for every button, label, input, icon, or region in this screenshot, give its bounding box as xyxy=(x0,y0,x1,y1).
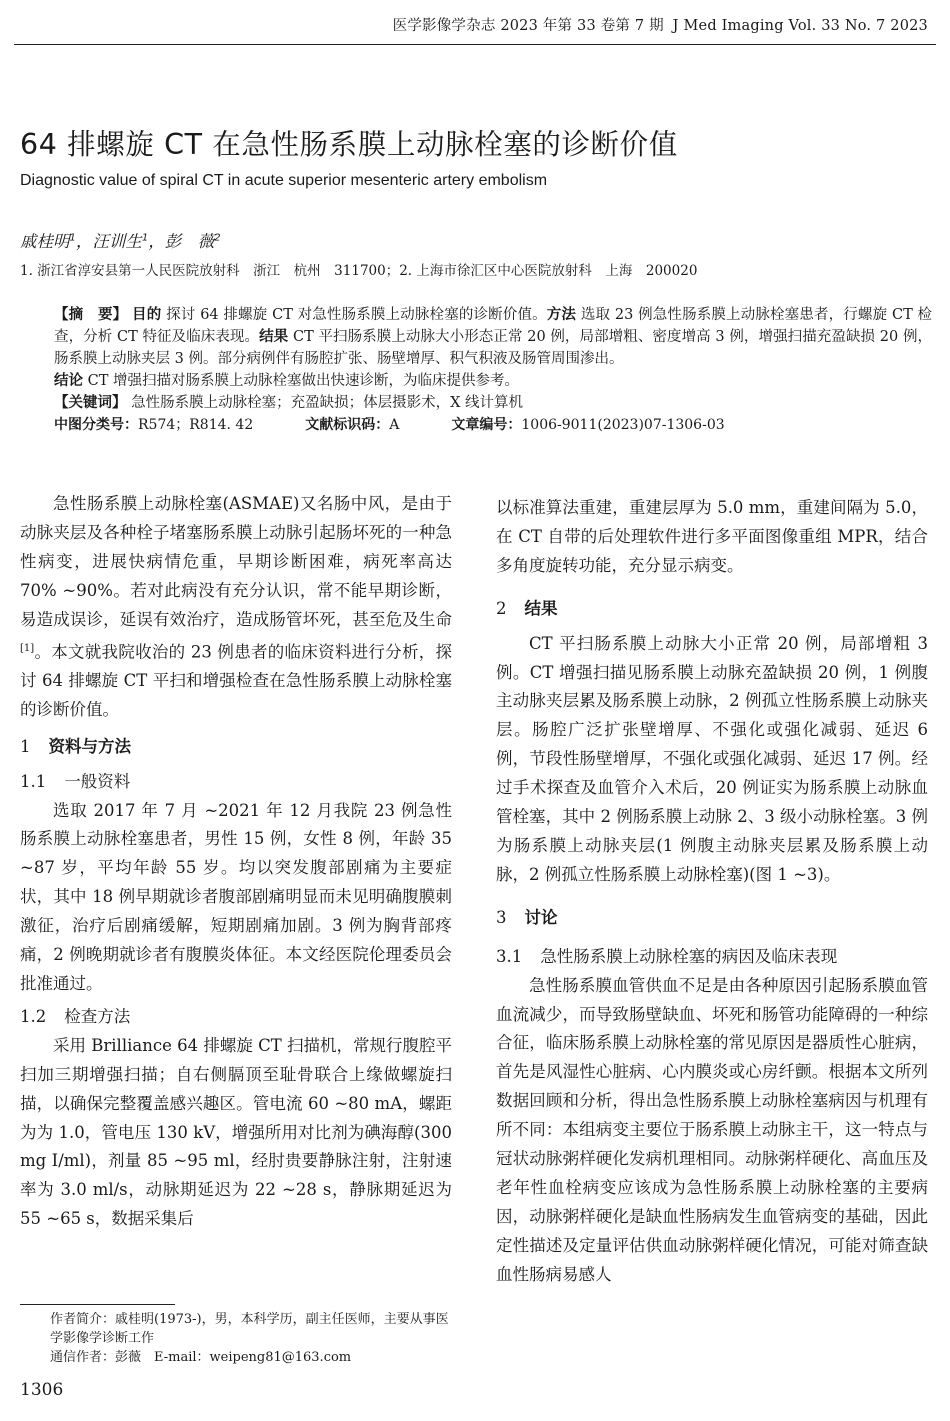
section-3-1-num: 3.1 xyxy=(496,946,523,966)
article-title-en: Diagnostic value of spiral CT in acute superior mesenteric artery embolism xyxy=(20,172,548,189)
section-1-2-num: 1.2 xyxy=(20,1006,47,1026)
footnote-divider xyxy=(20,1304,175,1305)
conclusion-label: 结论 xyxy=(54,373,83,389)
header-divider xyxy=(14,44,936,45)
journal-cn: 医学影像学杂志 2023 年第 33 卷第 7 期 xyxy=(392,18,664,34)
methods-label: 方法 xyxy=(546,307,577,323)
section-1-1-title: 一般资料 xyxy=(64,771,131,791)
running-header xyxy=(389,14,928,35)
section-1-2-heading xyxy=(20,1003,452,1032)
clc-value: R574；R814. 42 xyxy=(138,417,254,433)
conclusion-text: CT 增强扫描对肠系膜上动脉栓塞做出快速诊断，为临床提供参考。 xyxy=(87,373,519,389)
clc-label: 中图分类号： xyxy=(54,417,138,433)
author-1-affil: 1 xyxy=(69,232,76,244)
objective-label: 目的 xyxy=(132,307,162,323)
classification-line xyxy=(22,414,932,436)
section-1-2-title: 检查方法 xyxy=(64,1006,131,1026)
section-3-1-title: 急性肠系膜上动脉栓塞的病因及临床表现 xyxy=(540,946,838,966)
affiliations: 1. 浙江省淳安县第一人民医院放射科 浙江 杭州 311700；2. 上海市徐汇区中心医院放射科 上海 200020 xyxy=(20,263,698,279)
section-2-num: 2 xyxy=(496,598,507,618)
section-1-num: 1 xyxy=(20,736,31,756)
footnote xyxy=(20,1310,460,1367)
section-3-title: 讨论 xyxy=(524,907,558,927)
intro-ref: [1] xyxy=(20,642,35,654)
right-column xyxy=(496,494,928,1290)
conclusion-line xyxy=(22,370,932,392)
methods-continued-text: 以标准算法重建，重建层厚为 5.0 mm，重建间隔为 5.0，在 CT 自带的后处理软件进行多平面图像重组 MPR，结合多角度旋转功能，充分显示病变。 xyxy=(496,498,928,575)
abstract-body xyxy=(22,304,932,370)
author-2: 汪训生 xyxy=(92,232,142,251)
objective-text: 探讨 64 排螺旋 CT 对急性肠系膜上动脉栓塞的诊断价值。 xyxy=(166,307,547,323)
section-2-heading xyxy=(496,595,928,624)
section-3-num: 3 xyxy=(496,907,507,927)
author-list: 戚桂明$^1$，汪训生$^1$，彭 薇$^2$ xyxy=(20,232,221,251)
article-number-value: 1006-9011(2023)07-1306-03 xyxy=(521,417,725,433)
keywords-text: 急性肠系膜上动脉栓塞；充盈缺损；体层摄影术，X 线计算机 xyxy=(131,395,524,411)
section-1-title: 资料与方法 xyxy=(48,736,131,756)
abstract-label: 【摘 要】 xyxy=(54,307,128,323)
keywords-label: 【关键词】 xyxy=(54,395,127,411)
section-2-title: 结果 xyxy=(524,598,558,618)
author-bio: 作者简介：戚桂明(1973-)，男，本科学历，副主任医师，主要从事医学影像学诊断工作 xyxy=(50,1312,449,1346)
article-title-cn: 64 排螺旋 CT 在急性肠系膜上动脉栓塞的诊断价值 xyxy=(20,128,678,161)
methods-text: 选取 23 例急性肠系膜上动脉栓塞患者，行螺旋 CT 检查，分析 CT 特征及临床表现。 xyxy=(54,307,933,345)
doc-code-label: 文献标识码： xyxy=(305,417,390,433)
journal-en: J Med Imaging Vol. 33 No. 7 2023 xyxy=(672,18,928,34)
section-1-2-text: 采用 Brilliance 64 排螺旋 CT 扫描机，常规行腹腔平扫加三期增强扫描；自右侧膈顶至耻骨联合上缘做螺旋扫描，以确保完整覆盖感兴趣区。管电流 60 ~80 mA，螺距为为 1.0，管电压 130 kV，增强所用对比剂为碘海醇(300 mg I/ml)，剂量 85 ~95 ml，经肘贵要静脉注射，注射速率为 3.0 ml/s，动脉期延迟为 22 ~28 s，静脉期延迟为 55 ~65 s，数据采集后 xyxy=(20,1035,452,1229)
results-label: 结果 xyxy=(259,329,289,345)
corresponding-author: 通信作者：彭薇 E-mail：weipeng81@163.com xyxy=(50,1350,352,1365)
section-1-1-num: 1.1 xyxy=(20,771,47,791)
left-column xyxy=(20,490,452,1234)
author-1: 戚桂明 xyxy=(20,232,70,251)
page-number: 1306 xyxy=(20,1380,64,1400)
intro-text-2: 。本文就我院收治的 23 例患者的临床资料进行分析，探讨 64 排螺旋 CT 平扫和增强检查在急性肠系膜上动脉栓塞的诊断价值。 xyxy=(20,642,452,719)
intro-text: 急性肠系膜上动脉栓塞(ASMAE)又名肠中风，是由于动脉夹层及各种栓子堵塞肠系膜上动脉引起肠坏死的一种急性病变，进展快病情危重，早期诊断困难，病死率高达 70% ~90%。若对此病没有充分认识，常不能早期诊断，易造成误诊，延误有效治疗，造成肠管坏死，甚至危及生命 xyxy=(20,494,452,629)
section-3-1-text: 急性肠系膜血管供血不足是由各种原因引起肠系膜血管血流减少，而导致肠壁缺血、坏死和肠管功能障碍的一种综合征，临床肠系膜上动脉栓塞的常见原因是器质性心脏病，首先是风湿性心脏病、心内膜炎或心房纤颤。根据本文所列数据回顾和分析，得出急性肠系膜上动脉栓塞病因与机理有所不同：本组病变主要位于肠系膜上动脉主干，这一特点与冠状动脉粥样硬化发病机理相同。动脉粥样硬化、高血压及老年性血栓病变应该成为急性肠系膜上动脉栓塞的主要病因，动脉粥样硬化是缺血性肠病发生血管病变的基础，因此定性描述及定量评估供血动脉粥样硬化情况，可能对筛查缺血性肠病易感人 xyxy=(496,975,928,1284)
article-number-label: 文章编号： xyxy=(451,417,522,433)
results-text: CT 平扫肠系膜上动脉大小形态正常 20 例，局部增粗、密度增高 3 例，增强扫描充盈缺损 20 例，肠系膜上动脉夹层 3 例。部分病例伴有肠腔扩张、肠壁增厚、积气积液及肠管周围渗出。 xyxy=(54,329,933,367)
section-3-1-heading xyxy=(496,943,928,972)
section-1-1-text: 选取 2017 年 7 月 ~2021 年 12 月我院 23 例急性肠系膜上动脉栓塞患者，男性 15 例，女性 8 例，年龄 35 ~87 岁，平均年龄 55 岁。均以突发腹部剧痛为主要症状，其中 18 例早期就诊者腹部剧痛明显而未见明确腹膜刺激征，治疗后剧痛缓解，短期剧痛加剧。3 例为胸背部疼痛，2 例晚期就诊者有腹膜炎体征。本文经医院伦理委员会批准通过。 xyxy=(20,800,452,993)
section-2-text: CT 平扫肠系膜上动脉大小正常 20 例，局部增粗 3 例。CT 增强扫描见肠系膜上动脉充盈缺损 20 例，1 例腹主动脉夹层累及肠系膜上动脉，2 例孤立性肠系膜上动脉夹层。肠腔广泛扩张壁增厚、不强化或强化减弱、延迟 6 例，节段性肠壁增厚，不强化或强化减弱、延迟 17 例。经过手术探查及血管介入术后，20 例证实为肠系膜上动脉血管栓塞，其中 2 例肠系膜上动脉 2、3 级小动脉栓塞。3 例为肠系膜上动脉夹层(1 例腹主动脉夹层累及肠系膜上动脉，2 例孤立性肠系膜上动脉栓塞)(图 1 ~3)。 xyxy=(496,633,928,884)
author-2-affil: 1 xyxy=(141,232,149,244)
abstract-block xyxy=(22,304,932,436)
keywords-line xyxy=(22,392,932,414)
intro-paragraph xyxy=(20,490,452,725)
author-3-affil: 2 xyxy=(214,232,221,244)
section-1-heading xyxy=(20,733,452,762)
author-3: 彭 薇 xyxy=(164,232,215,251)
doc-code-value: A xyxy=(389,417,400,433)
section-1-1-heading xyxy=(20,768,452,797)
section-3-heading xyxy=(496,904,928,933)
